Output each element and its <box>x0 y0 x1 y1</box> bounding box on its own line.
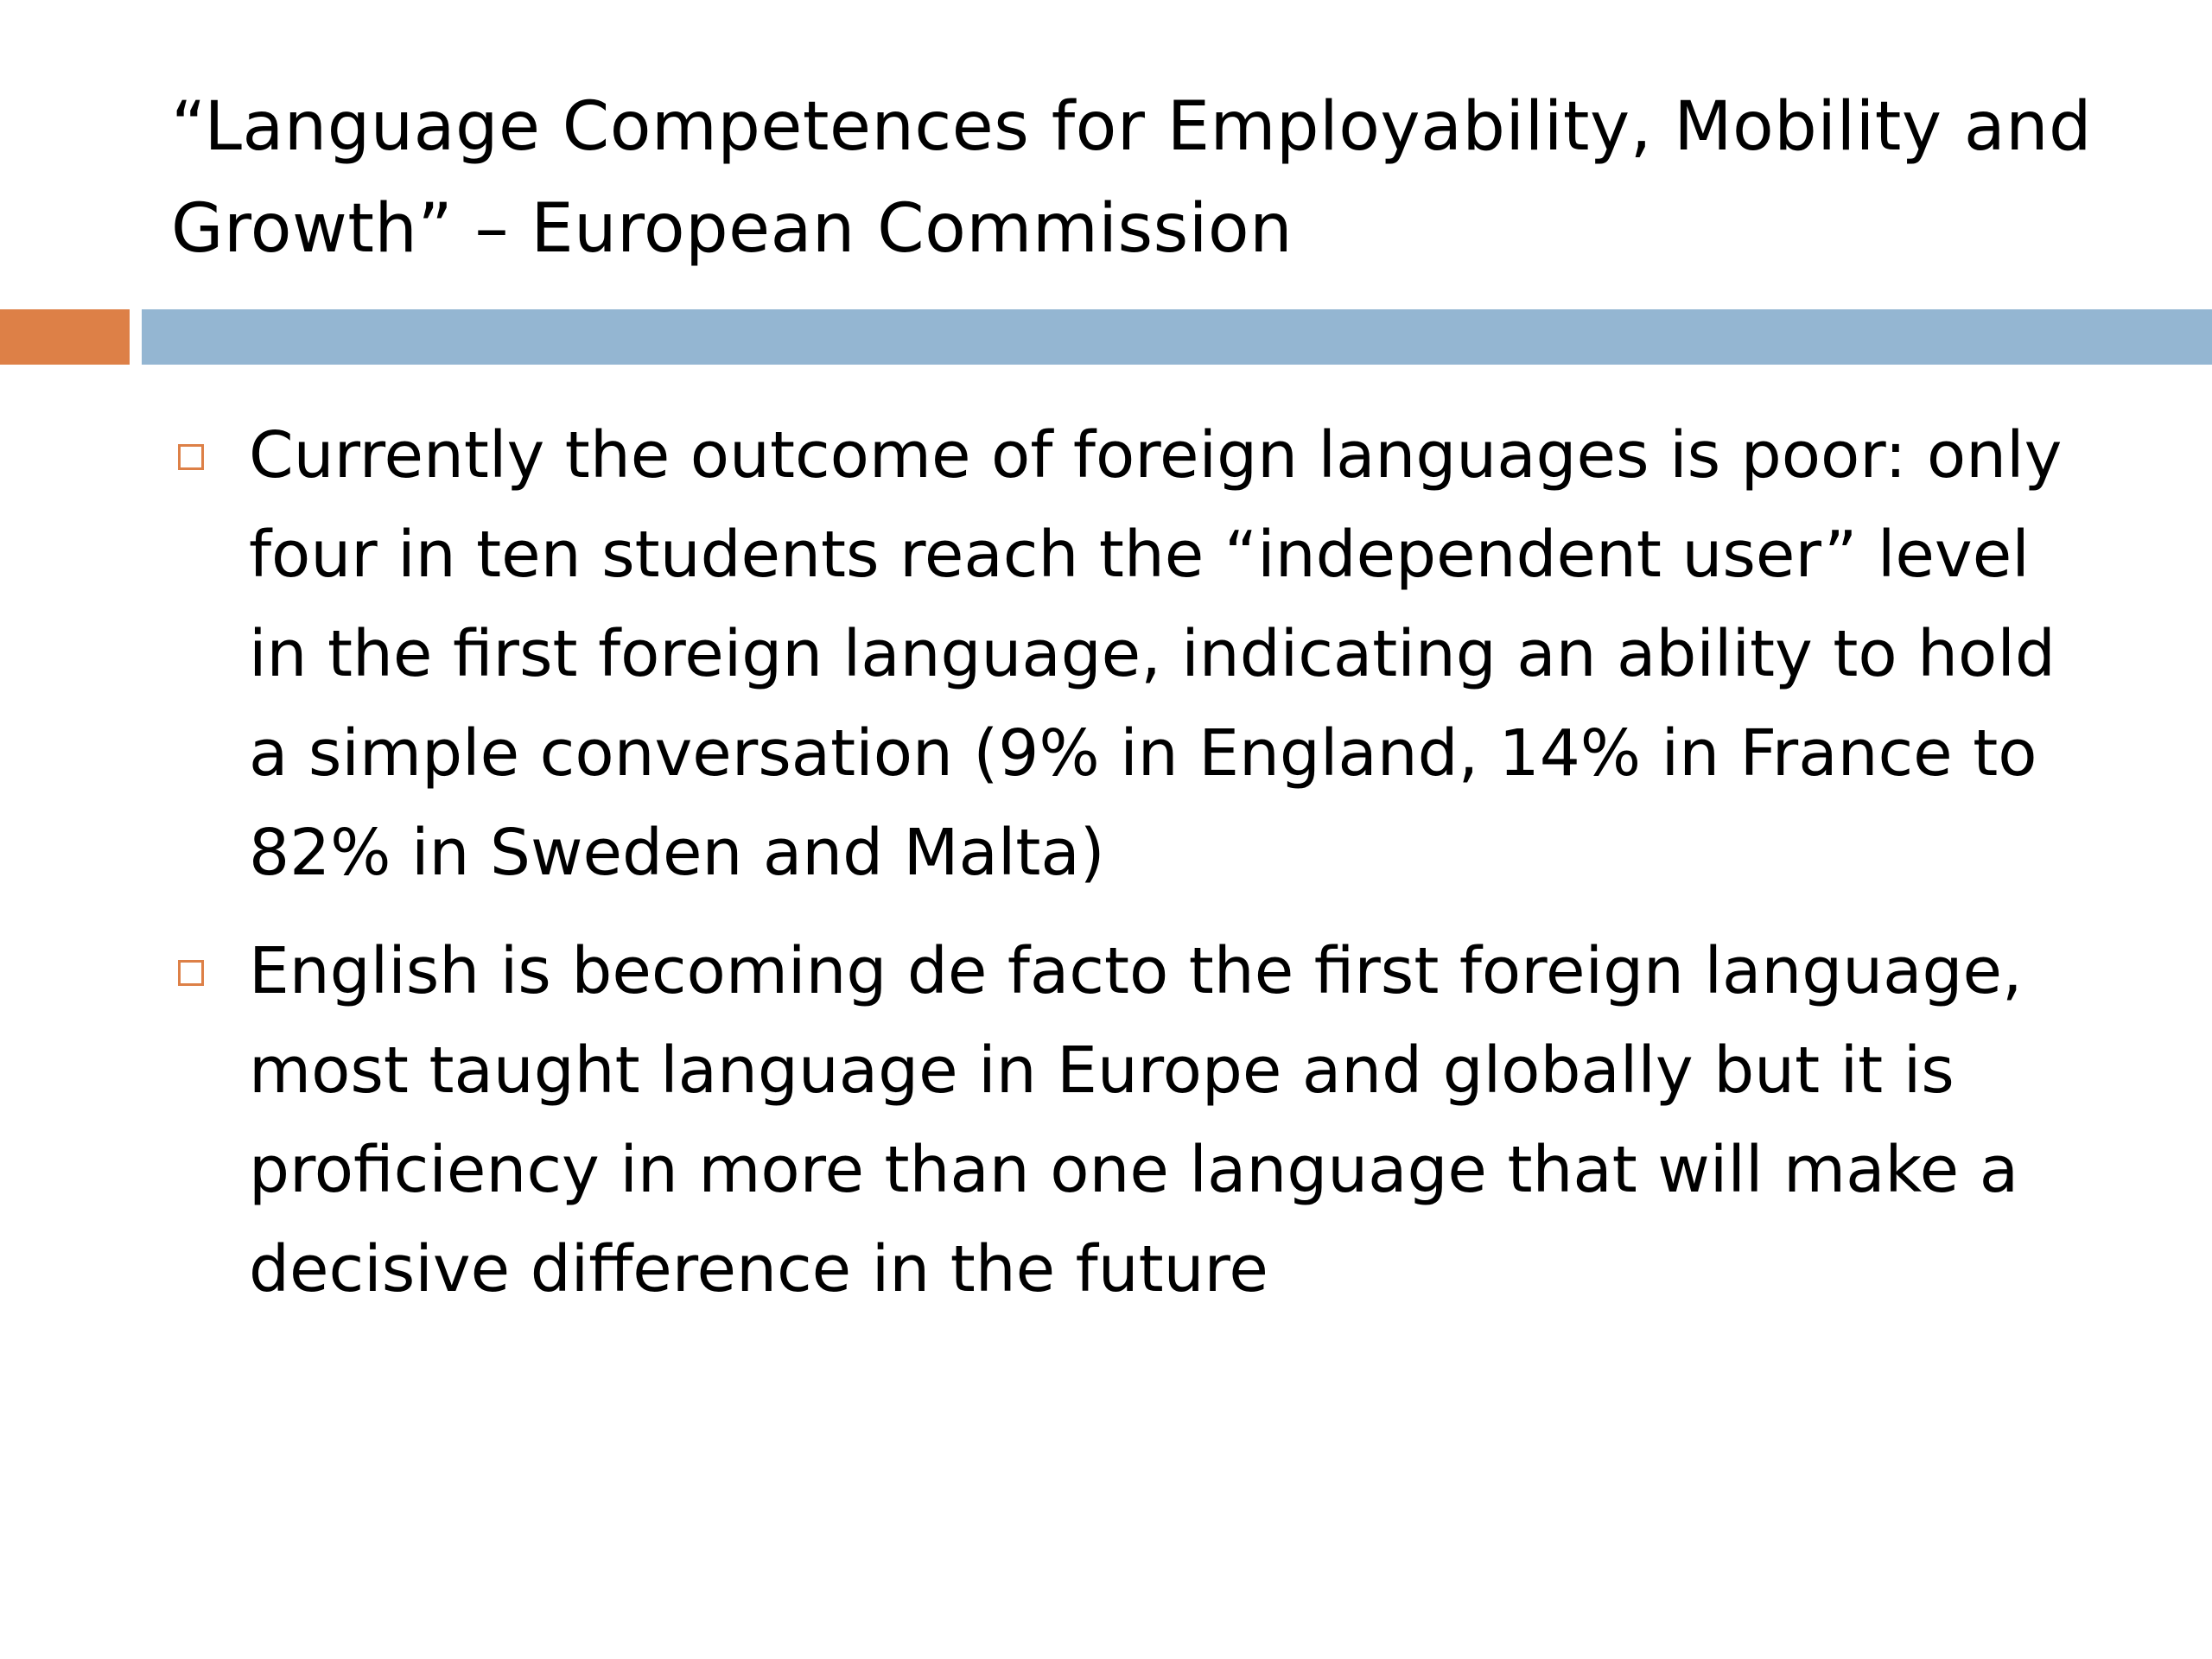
bullet-item <box>171 922 2107 1319</box>
hollow-square-bullet-icon <box>178 444 204 470</box>
bullet-text: Currently the outcome of foreign languages is poor: only four in ten students reach the “independent user” level in the first foreign language, indicating an ability to hold a simple conversation (9% in England, 14% in France to 82% in Sweden and Malta) <box>249 418 2063 890</box>
bullet-list <box>171 406 2107 1338</box>
bullet-text: English is becoming de facto the first foreign language, most taught language in Europe and globally but it is proficiency in more than one language that will make a decisive difference in the future <box>249 934 2023 1306</box>
title-accent-bar-orange <box>0 309 130 365</box>
slide-title: “Language Competences for Employability, Mobility and Growth” – European Commission <box>171 88 2093 268</box>
title-accent-bar-blue <box>142 309 2212 365</box>
bullet-item <box>171 406 2107 903</box>
hollow-square-bullet-icon <box>178 960 204 986</box>
